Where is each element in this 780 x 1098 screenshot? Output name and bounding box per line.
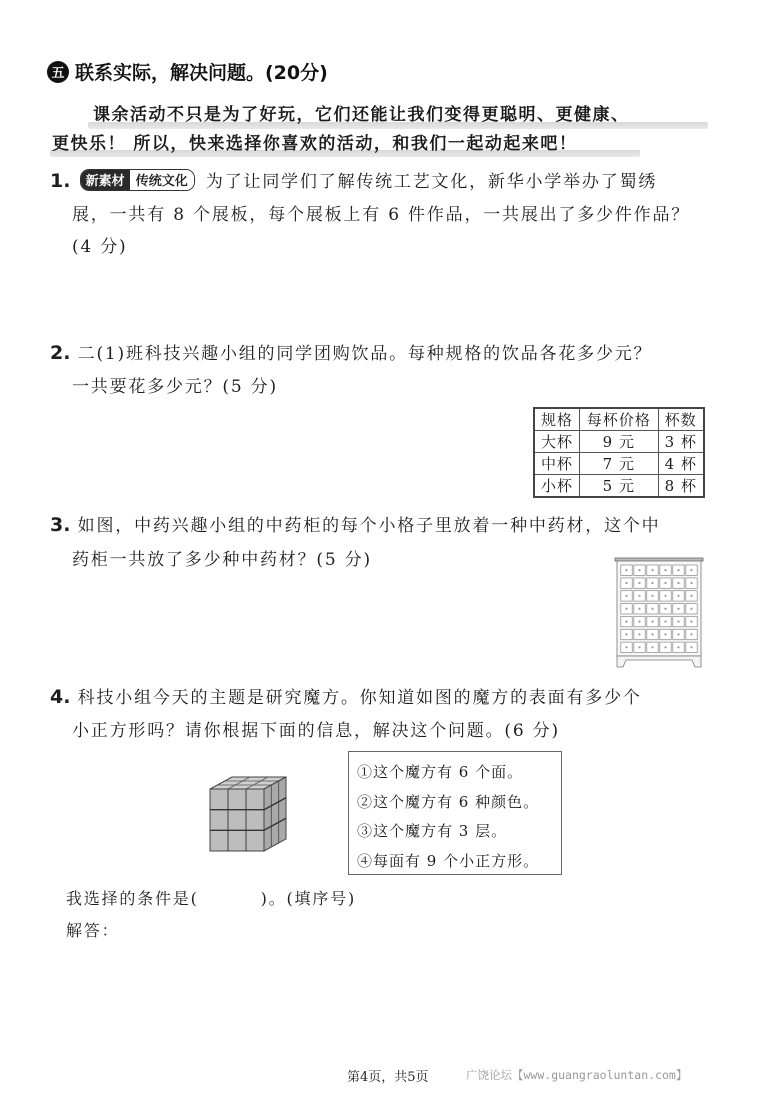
table-cell: 9 元 bbox=[580, 431, 659, 453]
question-2-number: 2. bbox=[50, 342, 71, 364]
question-1-badges bbox=[80, 169, 195, 191]
table-cell: 4 杯 bbox=[658, 453, 704, 475]
question-4-line-1 bbox=[50, 683, 642, 708]
question-1-line-3: (4 分) bbox=[72, 237, 128, 257]
badge-traditional-culture: 传统文化 bbox=[130, 170, 194, 190]
question-1-number: 1. bbox=[50, 170, 71, 192]
medicine-cabinet-icon bbox=[614, 557, 704, 669]
choice-suffix: )。(填序号) bbox=[260, 889, 356, 908]
question-4-text-1: 科技小组今天的主题是研究魔方。你知道如图的魔方的表面有多少个 bbox=[77, 688, 642, 708]
table-cell: 小杯 bbox=[534, 475, 580, 498]
table-cell: 中杯 bbox=[534, 453, 580, 475]
section-header bbox=[47, 58, 328, 85]
table-row bbox=[534, 475, 704, 498]
table-cell: 3 杯 bbox=[658, 431, 704, 453]
condition-1: ①这个魔方有 6 个面。 bbox=[357, 763, 524, 781]
question-3-line-2: 药柜一共放了多少种中药材？(5 分) bbox=[72, 550, 372, 570]
question-2-line-2: 一共要花多少元？(5 分) bbox=[72, 377, 278, 397]
table-row bbox=[534, 453, 704, 475]
question-3-number: 3. bbox=[50, 514, 71, 536]
question-3-line-1 bbox=[50, 511, 660, 536]
intro-line-1: 课余活动不只是为了好玩，它们还能让我们变得更聪明、更健康、 bbox=[93, 105, 630, 125]
question-4-number: 4. bbox=[50, 686, 71, 708]
question-1-text-1: 为了让同学们了解传统工艺文化，新华小学举办了蜀绣 bbox=[205, 172, 658, 192]
answer-label: 解答： bbox=[66, 921, 120, 940]
table-cell: 大杯 bbox=[534, 431, 580, 453]
intro-line-2: 更快乐！ 所以，快来选择你喜欢的活动，和我们一起动起来吧！ bbox=[52, 134, 578, 154]
question-3-text-1: 如图，中药兴趣小组的中药柜的每个小格子里放着一种中药材，这个中 bbox=[77, 516, 661, 536]
choice-line bbox=[66, 886, 356, 909]
medicine-cabinet-figure bbox=[614, 557, 704, 669]
table-header: 规格 bbox=[534, 408, 580, 431]
table-header-row bbox=[534, 408, 704, 431]
table-header: 每杯价格 bbox=[580, 408, 659, 431]
section-number-badge: 五 bbox=[47, 61, 69, 83]
question-1-line-1 bbox=[50, 167, 657, 192]
question-2-line-1 bbox=[50, 339, 652, 364]
condition-4: ④每面有 9 个小正方形。 bbox=[357, 851, 540, 870]
page-number: 第4页，共5页 bbox=[347, 1070, 429, 1085]
choice-prefix: 我选择的条件是( bbox=[66, 889, 199, 908]
question-4-line-2: 小正方形吗？请你根据下面的信息，解决这个问题。(6 分) bbox=[72, 721, 560, 741]
condition-2: ②这个魔方有 6 种颜色。 bbox=[357, 792, 540, 811]
question-2-text-1: 二(1)班科技兴趣小组的同学团购饮品。每种规格的饮品各花多少元？ bbox=[77, 344, 653, 364]
table-cell: 7 元 bbox=[580, 453, 659, 475]
table-row bbox=[534, 431, 704, 453]
price-table bbox=[533, 407, 705, 498]
table-cell: 5 元 bbox=[580, 475, 659, 498]
section-title: 联系实际，解决问题。(20分) bbox=[75, 62, 328, 84]
condition-3: ③这个魔方有 3 层。 bbox=[357, 822, 508, 840]
rubiks-cube-icon bbox=[208, 775, 292, 853]
conditions-box bbox=[348, 751, 562, 875]
question-1-line-2: 展，一共有 8 个展板，每个展板上有 6 件作品，一共展出了多少件作品？ bbox=[72, 205, 691, 225]
badge-new-material: 新素材 bbox=[81, 170, 130, 190]
table-cell: 8 杯 bbox=[658, 475, 704, 498]
rubiks-cube-figure bbox=[208, 775, 292, 853]
site-watermark: 广饶论坛【www.guangraoluntan.com】 bbox=[466, 1068, 688, 1082]
table-header: 杯数 bbox=[658, 408, 704, 431]
